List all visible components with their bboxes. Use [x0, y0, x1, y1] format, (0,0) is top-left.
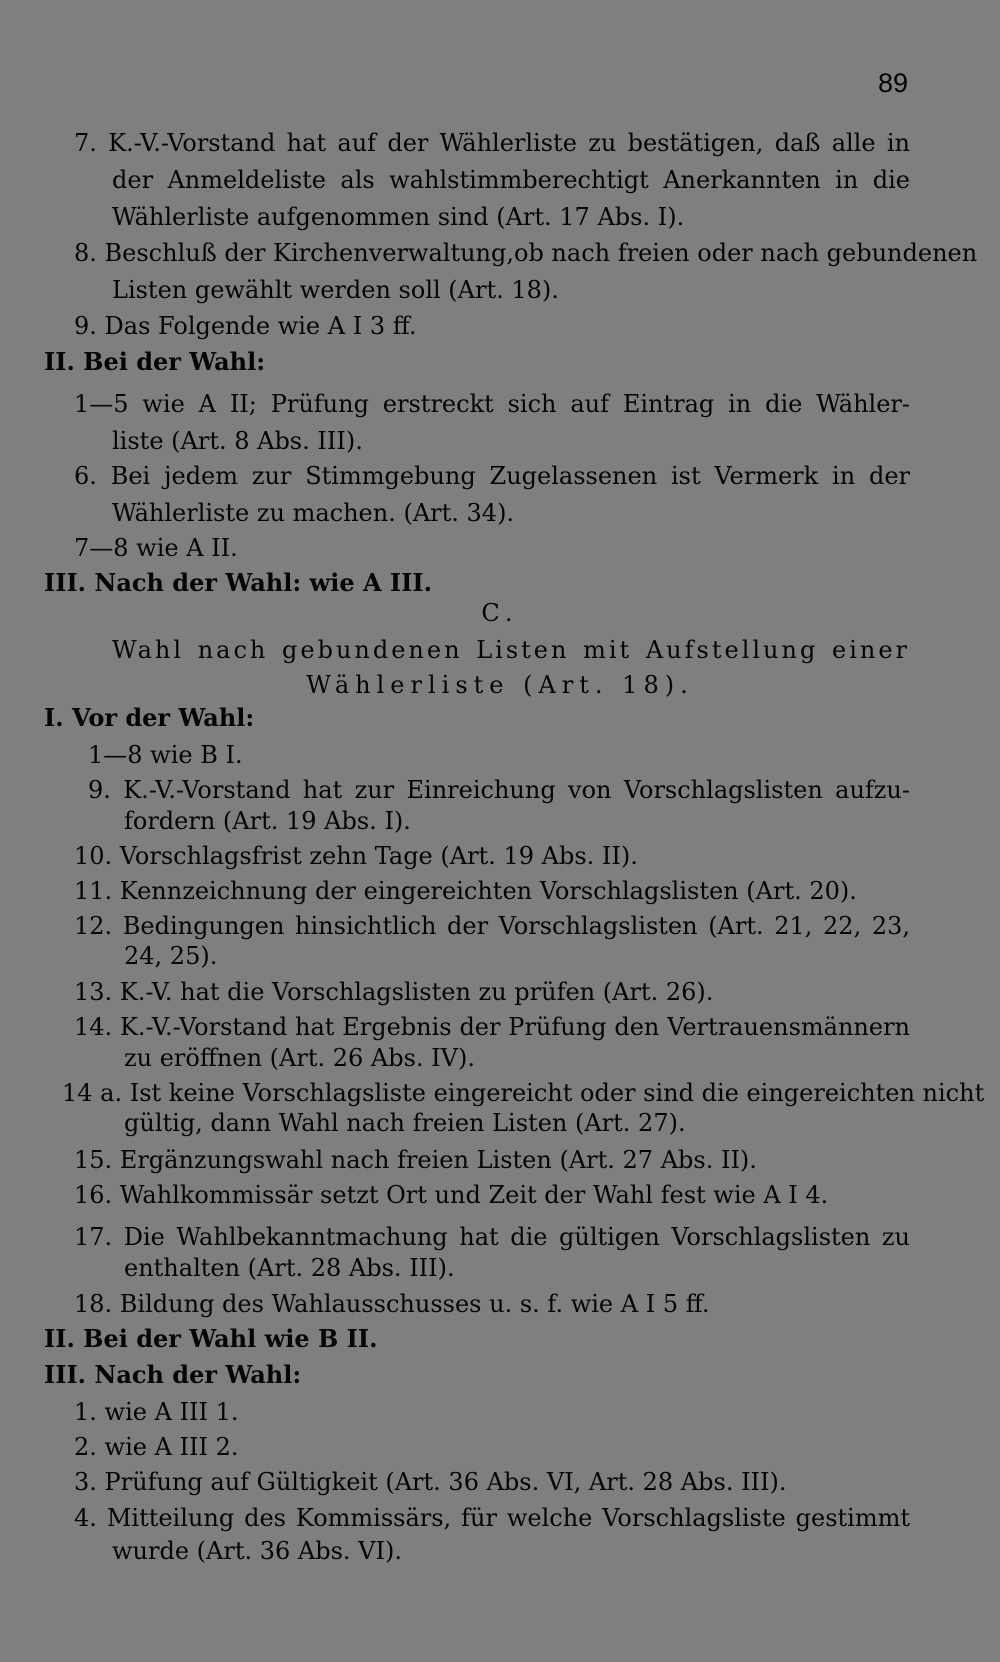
- section-heading: III. Nach der Wahl:: [44, 1360, 302, 1389]
- text-line: 8. Beschluß der Kirchenverwaltung,ob nach freien oder nach gebundenen: [74, 239, 978, 267]
- text-line: 9. K.-V.-Vorstand hat zur Einreichung von Vorschlagslisten aufzu-: [88, 776, 910, 804]
- text-line: 24, 25).: [124, 942, 218, 970]
- text-line: 6. Bei jedem zur Stimmgebung Zugelassenen ist Vermerk in der: [74, 462, 910, 490]
- section-title: Wahl nach gebundenen Listen mit Aufstellung einer: [112, 636, 910, 664]
- text-line: 14 a. Ist keine Vorschlagsliste eingereicht oder sind die eingereichten nicht: [62, 1079, 985, 1107]
- section-heading: III. Nach der Wahl: wie A III.: [44, 568, 432, 597]
- text-line: 7. K.-V.-Vorstand hat auf der Wählerliste zu bestätigen, daß alle in: [74, 129, 910, 157]
- text-line: der Anmeldeliste als wahlstimmberechtigt Anerkannten in die: [112, 166, 910, 194]
- text-line: Wählerliste zu machen. (Art. 34).: [112, 499, 515, 527]
- text-line: Wählerliste aufgenommen sind (Art. 17 Abs. I).: [112, 203, 685, 231]
- text-line: 14. K.-V.-Vorstand hat Ergebnis der Prüfung den Vertrauensmännern: [74, 1013, 910, 1041]
- text-line: 3. Prüfung auf Gültigkeit (Art. 36 Abs. VI, Art. 28 Abs. III).: [74, 1468, 787, 1496]
- text-line: zu eröffnen (Art. 26 Abs. IV).: [124, 1044, 475, 1072]
- text-line: 1. wie A III 1.: [74, 1398, 239, 1426]
- text-line: 10. Vorschlagsfrist zehn Tage (Art. 19 Abs. II).: [74, 842, 638, 870]
- text-line: 11. Kennzeichnung der eingereichten Vorschlagslisten (Art. 20).: [74, 877, 857, 905]
- text-line: 1—8 wie B I.: [88, 741, 243, 769]
- text-line: 1—5 wie A II; Prüfung erstreckt sich auf Eintrag in die Wähler-: [74, 390, 910, 418]
- text-line: 2. wie A III 2.: [74, 1433, 239, 1461]
- section-letter: C.: [481, 599, 519, 627]
- text-line: fordern (Art. 19 Abs. I).: [124, 807, 411, 835]
- text-line: 17. Die Wahlbekanntmachung hat die gültigen Vorschlagslisten zu: [74, 1223, 910, 1251]
- text-line: enthalten (Art. 28 Abs. III).: [124, 1254, 455, 1282]
- text-line: 18. Bildung des Wahlausschusses u. s. f. wie A I 5 ff.: [74, 1290, 710, 1318]
- text-line: 13. K.-V. hat die Vorschlagslisten zu prüfen (Art. 26).: [74, 978, 714, 1006]
- section-heading: II. Bei der Wahl wie B II.: [44, 1324, 378, 1353]
- text-line: wurde (Art. 36 Abs. VI).: [112, 1537, 402, 1565]
- section-heading: I. Vor der Wahl:: [44, 703, 255, 732]
- text-line: 12. Bedingungen hinsichtlich der Vorschlagslisten (Art. 21, 22, 23,: [74, 912, 910, 940]
- page-number: 89: [878, 68, 909, 98]
- text-line: 9. Das Folgende wie A I 3 ff.: [74, 312, 417, 340]
- text-line: 7—8 wie A II.: [74, 534, 238, 562]
- text-line: gültig, dann Wahl nach freien Listen (Art. 27).: [124, 1109, 686, 1137]
- text-line: 4. Mitteilung des Kommissärs, für welche Vorschlagsliste gestimmt: [74, 1504, 910, 1532]
- text-line: 16. Wahlkommissär setzt Ort und Zeit der Wahl fest wie A I 4.: [74, 1181, 829, 1209]
- section-title: Wählerliste (Art. 18).: [306, 671, 694, 699]
- text-line: liste (Art. 8 Abs. III).: [112, 427, 363, 455]
- section-heading: II. Bei der Wahl:: [44, 347, 266, 376]
- text-line: Listen gewählt werden soll (Art. 18).: [112, 276, 559, 304]
- text-line: 15. Ergänzungswahl nach freien Listen (Art. 27 Abs. II).: [74, 1146, 757, 1174]
